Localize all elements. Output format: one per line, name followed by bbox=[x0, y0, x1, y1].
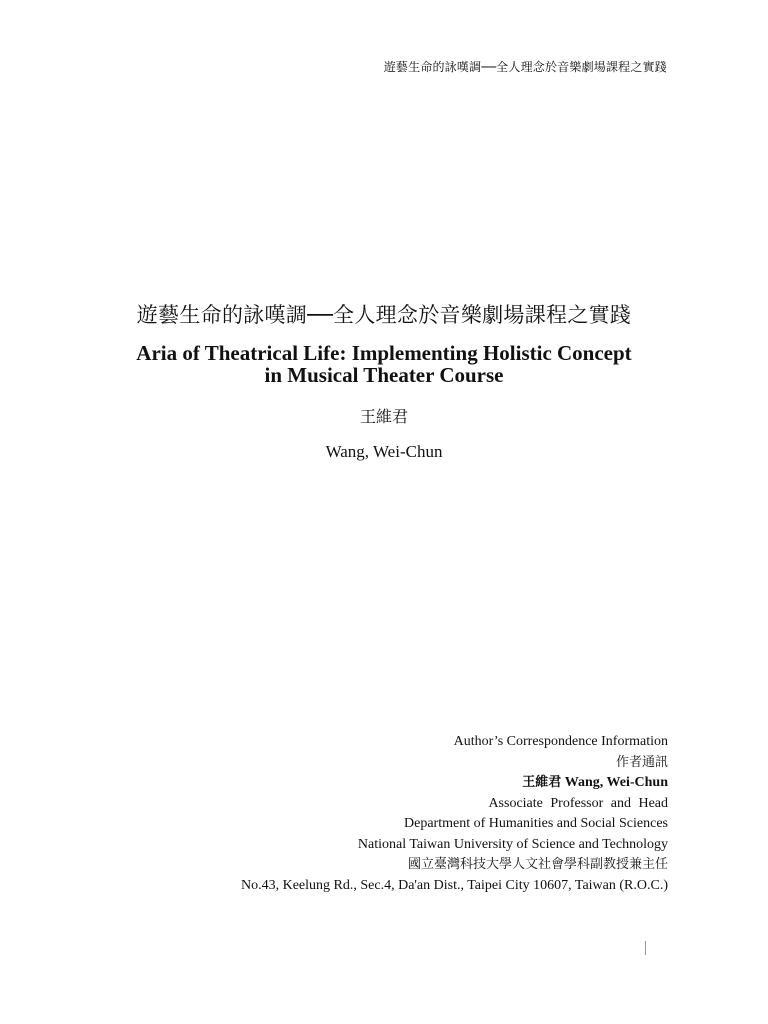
author-address: No.43, Keelung Rd., Sec.4, Da'an Dist., Taipei City 10607, Taiwan (R.O.C.) bbox=[241, 877, 668, 893]
author-university-chinese: 國立臺灣科技大學人文社會學科副教授兼主任 bbox=[407, 857, 668, 872]
author-name-english: Wang, Wei-Chun bbox=[325, 442, 443, 461]
paper-title-english-line2: in Musical Theater Course bbox=[264, 363, 504, 387]
paper-title-english-line1: Aria of Theatrical Life: Implementing Holistic Concept bbox=[136, 341, 632, 365]
correspondence-heading-chinese: 作者通訊 bbox=[615, 754, 668, 770]
paper-title-chinese: 遊藝生命的詠嘆調──全人理念於音樂劇場課程之實踐 bbox=[136, 303, 632, 327]
author-department: Department of Humanities and Social Sciences bbox=[404, 816, 668, 831]
correspondence-author bbox=[241, 773, 668, 794]
correspondence-author-english: Wang, Wei-Chun bbox=[564, 775, 668, 790]
page-number-marker bbox=[645, 941, 646, 955]
author-name-chinese: 王維君 bbox=[359, 407, 408, 426]
author-university-english: National Taiwan University of Science and Technology bbox=[357, 836, 668, 852]
title-block bbox=[0, 300, 768, 462]
running-header: 遊藝生命的詠嘆調──全人理念於音樂劇場課程之實踐 bbox=[383, 60, 667, 74]
correspondence-heading-english: Author’s Correspondence Information bbox=[453, 734, 668, 749]
correspondence-block bbox=[241, 732, 668, 896]
author-position: Associate Professor and Head bbox=[488, 795, 668, 811]
correspondence-author-chinese: 王維君 bbox=[522, 775, 562, 790]
paper-title-english bbox=[0, 342, 768, 386]
